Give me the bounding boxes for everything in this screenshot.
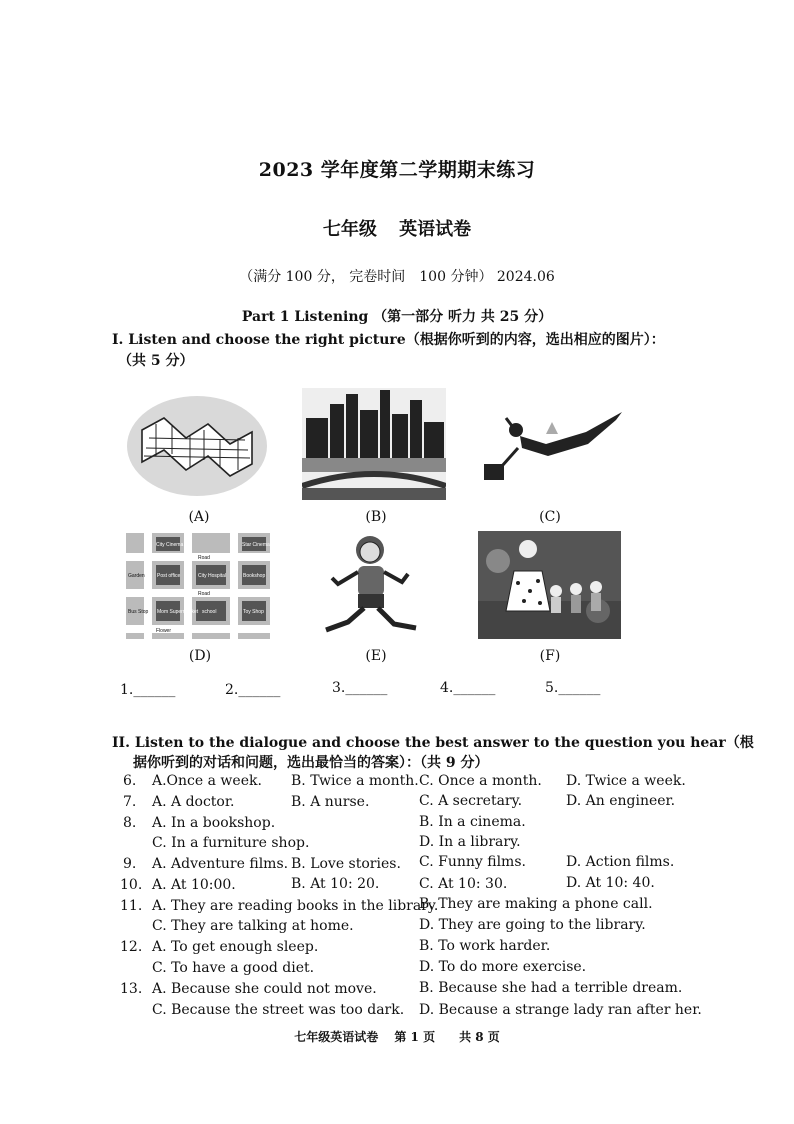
option-c[interactable]: C. They are talking at home. bbox=[152, 918, 354, 934]
option-b[interactable]: B. To work harder. bbox=[419, 938, 551, 954]
map-label: Post office bbox=[157, 573, 181, 579]
picture-b-city-icon bbox=[302, 388, 446, 500]
option-a[interactable]: A.Once a week. bbox=[152, 773, 262, 789]
question-number: 9. bbox=[123, 856, 137, 872]
map-label: Star Cinema bbox=[242, 542, 270, 548]
picture-d-street-map-icon bbox=[126, 533, 270, 639]
option-d[interactable]: D. Twice a week. bbox=[566, 773, 686, 789]
caption-c: (C) bbox=[539, 509, 561, 525]
map-label: school bbox=[202, 609, 217, 615]
picture-e-running-boy-icon bbox=[318, 530, 428, 640]
option-c[interactable]: C. At 10: 30. bbox=[419, 876, 508, 892]
option-a[interactable]: A. In a bookshop. bbox=[152, 815, 276, 831]
exam-title: 2023 学年度第二学期期末练习 bbox=[258, 159, 536, 181]
page-footer: 七年级英语试卷 第 1 页 共 8 页 bbox=[294, 1030, 500, 1044]
question-number: 7. bbox=[123, 794, 137, 810]
option-d[interactable]: D. An engineer. bbox=[566, 793, 676, 809]
map-label: City Cinema bbox=[156, 542, 184, 548]
option-b[interactable]: B. At 10: 20. bbox=[291, 876, 380, 892]
option-b[interactable]: B. In a cinema. bbox=[419, 814, 526, 830]
answer-blank-5[interactable]: 5.______ bbox=[545, 680, 601, 696]
option-c[interactable]: C. To have a good diet. bbox=[152, 960, 315, 976]
map-label: Road bbox=[198, 591, 210, 597]
exam-info: （满分 100 分， 完卷时间 100 分钟） 2024.06 bbox=[239, 269, 555, 285]
map-label: Flower bbox=[156, 628, 172, 634]
exam-subtitle bbox=[0, 215, 794, 241]
answer-blank-3[interactable]: 3.______ bbox=[332, 680, 388, 696]
caption-d: (D) bbox=[188, 648, 212, 664]
question-number: 11. bbox=[120, 898, 143, 914]
section1-score: （共 5 分） bbox=[118, 353, 194, 369]
option-d[interactable]: D. They are going to the library. bbox=[419, 917, 646, 933]
map-label: Bookshop bbox=[243, 573, 266, 579]
caption-f: (F) bbox=[539, 648, 561, 664]
option-b[interactable]: B. They are making a phone call. bbox=[419, 896, 653, 912]
part1-heading: Part 1 Listening （第一部分 听力 共 25 分） bbox=[241, 309, 553, 325]
section1-instruction: I. Listen and choose the right picture（根据你听到的内容，选出相应的图片）： bbox=[112, 332, 665, 348]
map-label: Garden bbox=[128, 573, 145, 579]
grade-label: 七年级 bbox=[322, 219, 377, 240]
answer-blank-1[interactable]: 1.______ bbox=[120, 682, 176, 698]
option-c[interactable]: C. A secretary. bbox=[419, 793, 523, 809]
map-label: Toy Shop bbox=[243, 609, 264, 615]
option-c[interactable]: C. Funny films. bbox=[419, 854, 526, 870]
map-label: Mom Supermarket bbox=[157, 609, 199, 615]
option-d[interactable]: D. Action films. bbox=[566, 854, 675, 870]
question-number: 10. bbox=[120, 877, 143, 893]
caption-e: (E) bbox=[365, 648, 387, 664]
option-b[interactable]: B. Twice a month. bbox=[291, 773, 419, 789]
option-b[interactable]: B. Because she had a terrible dream. bbox=[419, 980, 683, 996]
option-a[interactable]: A. A doctor. bbox=[152, 794, 235, 810]
question-number: 6. bbox=[123, 773, 137, 789]
option-a[interactable]: A. To get enough sleep. bbox=[152, 939, 319, 955]
option-c[interactable]: C. In a furniture shop. bbox=[152, 835, 310, 851]
answer-blank-4[interactable]: 4.______ bbox=[440, 680, 496, 696]
option-d[interactable]: D. Because a strange lady ran after her. bbox=[419, 1002, 702, 1018]
option-d[interactable]: D. At 10: 40. bbox=[566, 875, 655, 891]
option-b[interactable]: B. Love stories. bbox=[291, 856, 401, 872]
option-c[interactable]: C. Because the street was too dark. bbox=[152, 1002, 405, 1018]
option-a[interactable]: A. They are reading books in the library. bbox=[152, 898, 439, 914]
map-label: City Hospital bbox=[198, 573, 227, 579]
option-d[interactable]: D. To do more exercise. bbox=[419, 959, 587, 975]
question-number: 13. bbox=[120, 981, 143, 997]
section2-instruction-cont: 据你听到的对话和问题，选出最恰当的答案）：（共 9 分） bbox=[133, 755, 489, 771]
map-label: Road bbox=[198, 555, 210, 561]
subject-label: 英语试卷 bbox=[399, 219, 472, 240]
caption-a: (A) bbox=[188, 509, 210, 525]
option-c[interactable]: C. Once a month. bbox=[419, 773, 542, 789]
option-d[interactable]: D. In a library. bbox=[419, 834, 521, 850]
answer-blank-2[interactable]: 2.______ bbox=[225, 682, 281, 698]
picture-f-family-icon bbox=[478, 531, 621, 639]
question-number: 8. bbox=[123, 815, 137, 831]
section2-instruction: II. Listen to the dialogue and choose the best answer to the question you hear（根 bbox=[112, 735, 754, 751]
question-number: 12. bbox=[120, 939, 143, 955]
map-label: Bus Stop bbox=[128, 609, 149, 615]
option-a[interactable]: A. Adventure films. bbox=[152, 856, 289, 872]
caption-b: (B) bbox=[365, 509, 387, 525]
option-b[interactable]: B. A nurse. bbox=[291, 794, 370, 810]
picture-c-flying-man-icon bbox=[476, 404, 626, 488]
option-a[interactable]: A. Because she could not move. bbox=[152, 981, 377, 997]
picture-a-map-icon bbox=[124, 390, 270, 498]
option-a[interactable]: A. At 10:00. bbox=[152, 877, 236, 893]
